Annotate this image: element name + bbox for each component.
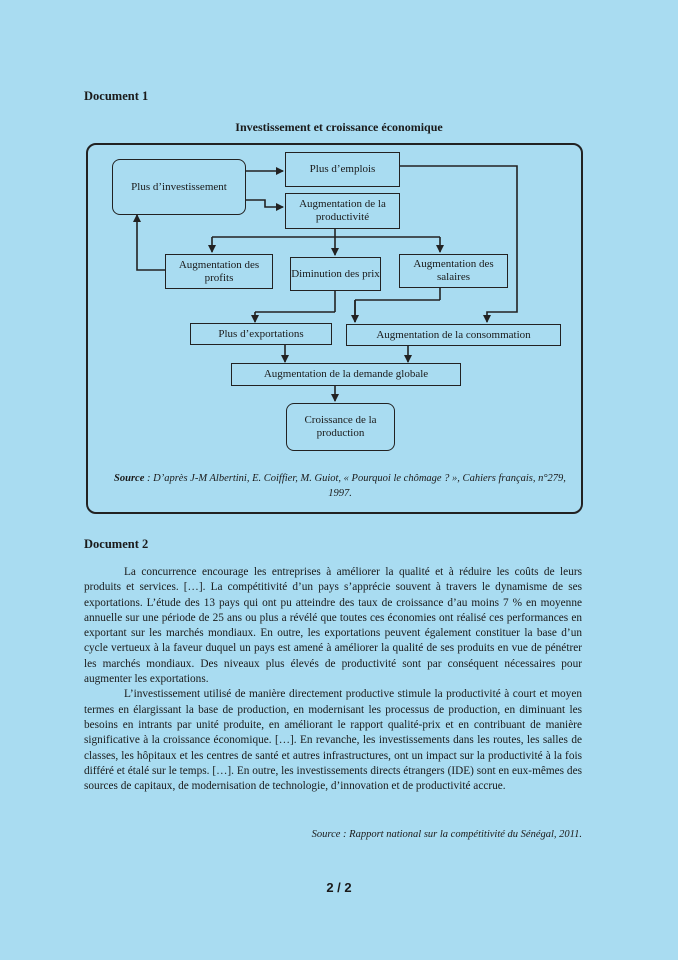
document-2-label: Document 2 (84, 537, 149, 551)
source-text: : D’après J-M Albertini, E. Coiffier, M. Guiot, « Pourquoi le chômage ? », Cahiers français, n°279, 1997. (144, 473, 566, 499)
box-diminution-prix: Diminution des prix (290, 257, 381, 291)
paragraph: L’investissement utilisé de manière directement productive stimule la productivité à court et moyen termes en élargissant la base de production, en modernisant les processus de production, en diminuant les besoins en intrants par unité produite, en améliorant le rapport qualité-prix et en contribuant de manière significative à la croissance économique. […]. En revanche, les investissements dans les routes, les salles de classes, les hôpitaux et les centres de santé et autres infrastructures, ont un impact sur la productivité à la fois différé et étalé sur le temps. […]. En outre, les investissements directs étrangers (IDE) sont en eux-mêmes des sources de capitaux, de modernisation de technologie, d’innovation et de productivité accrue. (84, 688, 582, 793)
document-1-label: Document 1 (84, 89, 149, 103)
box-plus-emplois: Plus d’emplois (285, 152, 400, 187)
arrow-profits-investissement (137, 215, 165, 270)
document-2-source: Source : Rapport national sur la compétitivité du Sénégal, 2011. (311, 829, 582, 840)
arrow-invest-productivite (246, 200, 283, 207)
box-augmentation-demande-globale: Augmentation de la demande globale (231, 363, 461, 386)
box-croissance-production: Croissance de la production (286, 403, 395, 451)
document-1-source (110, 471, 570, 501)
arrow-emplois-consommation (400, 166, 517, 322)
box-augmentation-salaires: Augmentation des salaires (399, 254, 508, 288)
box-plus-exportations: Plus d’exportations (190, 323, 332, 345)
box-augmentation-productivite: Augmentation de la productivité (285, 193, 400, 229)
document-2-body (84, 565, 582, 794)
box-augmentation-consommation: Augmentation de la consommation (346, 324, 561, 346)
diagram-title: Investissement et croissance économique (235, 120, 443, 134)
box-plus-investissement: Plus d’investissement (112, 159, 246, 215)
page-number: 2 / 2 (326, 880, 352, 895)
box-augmentation-profits: Augmentation des profits (165, 254, 273, 289)
paragraph: La concurrence encourage les entreprises à améliorer la qualité et à réduire les coûts de leurs produits et services. […]. La compétitivité d’un pays s’apprécie souvent à travers le dynamisme de ses exportations. L’étude des 13 pays qui ont pu atteindre des taux de croissance d’au moins 7 % en moyenne annuelle sur une période de 25 ans ou plus a révélé que toutes ces économies ont réalisé ces performances en exportant sur les marchés mondiaux. En outre, les exportations peuvent également constituer la base d’un cycle vertueux à la faveur duquel un pays est amené à améliorer la qualité de ses produits en vue de pénétrer les marchés mondiaux. Des niveaux plus élevés de productivité sont par conséquent nécessaires pour augmenter les exportations. (84, 566, 582, 686)
source-label: Source (114, 473, 145, 484)
